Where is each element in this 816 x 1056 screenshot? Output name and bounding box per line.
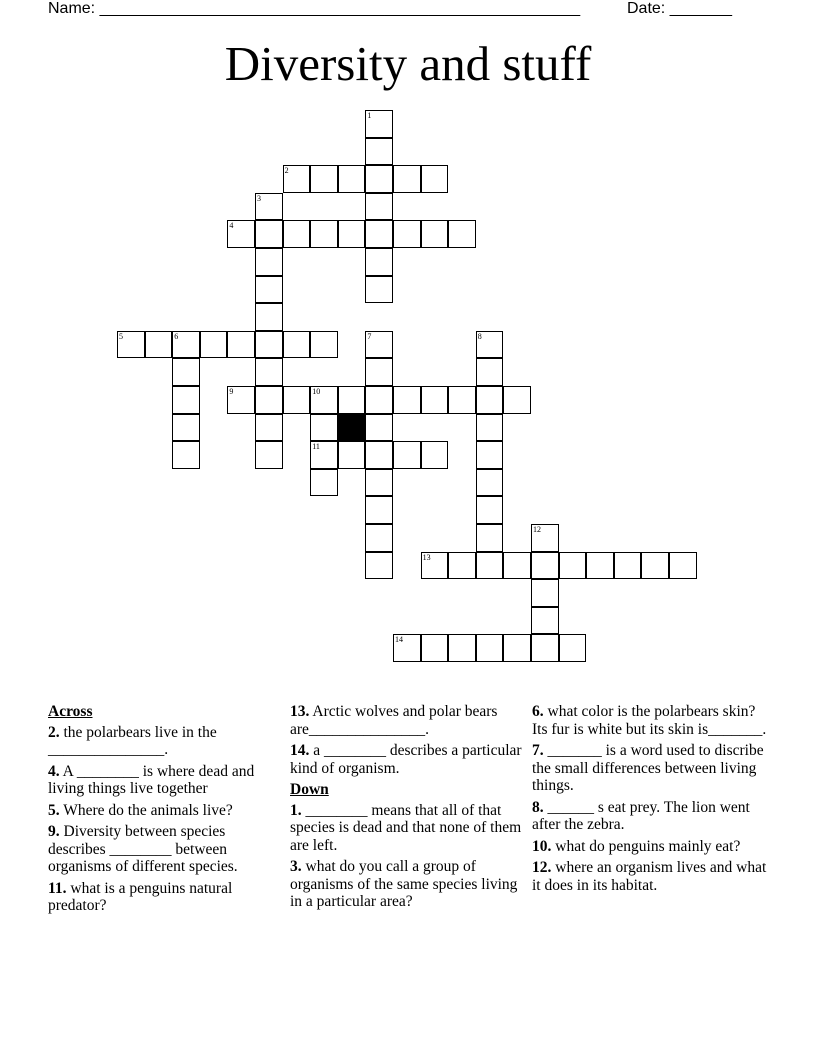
clue-number-label: 1 <box>367 111 372 120</box>
grid-cell[interactable] <box>614 552 642 580</box>
grid-cell[interactable] <box>559 634 587 662</box>
grid-cell[interactable] <box>503 552 531 580</box>
grid-cell[interactable] <box>310 441 338 469</box>
grid-cell[interactable] <box>448 634 476 662</box>
grid-cell[interactable] <box>365 496 393 524</box>
date-field-label: Date: _______ <box>627 0 732 17</box>
grid-cell[interactable] <box>365 524 393 552</box>
across-heading: Across <box>48 703 93 720</box>
grid-cell[interactable] <box>310 414 338 442</box>
clue-down-6: 6. what color is the polarbears skin? Its fur is white but its skin is_______. <box>532 703 767 738</box>
grid-block-cell <box>338 414 366 442</box>
grid-cell[interactable] <box>476 358 504 386</box>
down-heading: Down <box>290 781 329 798</box>
grid-cell[interactable] <box>338 441 366 469</box>
clue-down-8: 8. ______ s eat prey. The lion went after the zebra. <box>532 798 750 833</box>
clue-across-11: 11. what is a penguins natural predator? <box>48 879 233 914</box>
grid-cell[interactable] <box>283 165 311 193</box>
grid-cell[interactable] <box>172 358 200 386</box>
grid-cell[interactable] <box>393 165 421 193</box>
clue-down-10: 10. what do penguins mainly eat? <box>532 837 741 855</box>
clue-number-label: 4 <box>229 221 234 231</box>
grid-cell[interactable] <box>448 220 476 248</box>
grid-cell[interactable] <box>255 414 283 442</box>
grid-cell[interactable] <box>145 331 173 359</box>
grid-cell[interactable] <box>476 552 504 580</box>
grid-cell[interactable] <box>172 331 200 359</box>
grid-cell[interactable] <box>365 248 393 276</box>
grid-cell[interactable] <box>365 469 393 497</box>
clue-number-label: 5 <box>119 331 123 341</box>
grid-cell[interactable] <box>117 331 145 359</box>
grid-cell[interactable] <box>393 386 421 414</box>
grid-cell[interactable] <box>531 524 559 552</box>
grid-cell[interactable] <box>255 276 283 304</box>
grid-cell[interactable] <box>421 552 449 580</box>
grid-cell[interactable] <box>476 496 504 524</box>
clue-down-7: 7. _______ is a word used to discribe the small differences between living things. <box>532 742 764 794</box>
grid-cell[interactable] <box>283 331 311 359</box>
name-field-label: Name: ______________________________________________________ <box>48 0 581 17</box>
grid-cell[interactable] <box>393 634 421 662</box>
grid-cell[interactable] <box>365 358 393 386</box>
grid-cell[interactable] <box>393 220 421 248</box>
grid-cell[interactable] <box>476 386 504 414</box>
grid-cell[interactable] <box>227 331 255 359</box>
grid-cell[interactable] <box>586 552 614 580</box>
clue-column-3 <box>532 703 768 898</box>
grid-cell[interactable] <box>476 469 504 497</box>
grid-cell[interactable] <box>365 138 393 166</box>
clue-number-label: 6 <box>174 331 179 341</box>
grid-cell[interactable] <box>503 386 531 414</box>
grid-cell[interactable] <box>255 220 283 248</box>
grid-cell[interactable] <box>310 331 338 359</box>
grid-cell[interactable] <box>476 331 504 359</box>
grid-cell[interactable] <box>476 414 504 442</box>
grid-cell[interactable] <box>421 220 449 248</box>
clue-number-label: 10 <box>312 387 321 396</box>
clue-column-1 <box>48 703 276 919</box>
grid-cell[interactable] <box>531 552 559 580</box>
grid-cell[interactable] <box>255 358 283 386</box>
grid-cell[interactable] <box>448 386 476 414</box>
clue-down-12: 12. where an organism lives and what it does in its habitat. <box>532 859 767 894</box>
grid-cell[interactable] <box>448 552 476 580</box>
grid-cell[interactable] <box>172 386 200 414</box>
grid-cell[interactable] <box>421 386 449 414</box>
grid-cell[interactable] <box>227 220 255 248</box>
grid-cell[interactable] <box>283 220 311 248</box>
clue-down-1: 1. ________ means that all of that species is dead and that none of them are left. <box>290 801 522 854</box>
clue-number-label: 2 <box>284 166 289 176</box>
grid-cell[interactable] <box>365 110 393 138</box>
grid-cell[interactable] <box>338 386 366 414</box>
clue-number-label: 9 <box>229 387 234 396</box>
grid-cell[interactable] <box>255 193 283 221</box>
grid-cell[interactable] <box>310 386 338 414</box>
clue-across-2: 2. the polarbears live in the _______________. <box>48 723 217 758</box>
grid-cell[interactable] <box>421 441 449 469</box>
grid-cell[interactable] <box>338 165 366 193</box>
clue-column-2 <box>290 703 522 915</box>
clue-across-5: 5. Where do the animals live? <box>48 801 233 819</box>
grid-cell[interactable] <box>559 552 587 580</box>
clue-number-label: 13 <box>422 552 431 562</box>
clue-across-14: 14. a ________ describes a particular kind of organism. <box>290 742 522 777</box>
grid-cell[interactable] <box>172 441 200 469</box>
grid-cell[interactable] <box>365 276 393 304</box>
grid-cell[interactable] <box>365 220 393 248</box>
grid-cell[interactable] <box>393 441 421 469</box>
grid-cell[interactable] <box>310 220 338 248</box>
grid-cell[interactable] <box>669 552 697 580</box>
clue-number-label: 3 <box>257 193 261 203</box>
grid-cell[interactable] <box>310 469 338 497</box>
clue-across-4: 4. A ________ is where dead and living things live together <box>48 762 255 797</box>
clue-number-label: 11 <box>312 442 320 452</box>
page-title: Diversity and stuff <box>224 36 592 91</box>
grid-cell[interactable] <box>365 165 393 193</box>
grid-cell[interactable] <box>421 634 449 662</box>
grid-cell[interactable] <box>365 193 393 221</box>
clue-number-label: 12 <box>533 525 541 534</box>
grid-cell[interactable] <box>283 386 311 414</box>
grid-cell[interactable] <box>531 607 559 635</box>
grid-cell[interactable] <box>365 414 393 442</box>
grid-cell[interactable] <box>227 386 255 414</box>
grid-cell[interactable] <box>365 552 393 580</box>
grid-cell[interactable] <box>365 331 393 359</box>
grid-cell[interactable] <box>476 441 504 469</box>
clue-number-label: 7 <box>367 331 372 341</box>
grid-cell[interactable] <box>531 634 559 662</box>
grid-cell[interactable] <box>365 441 393 469</box>
grid-cell[interactable] <box>310 165 338 193</box>
grid-cell[interactable] <box>421 165 449 193</box>
clue-across-13: 13. Arctic wolves and polar bears are_______________. <box>290 703 498 738</box>
clue-number-label: 8 <box>477 331 482 341</box>
clue-number-label: 14 <box>395 635 403 645</box>
grid-cell[interactable] <box>476 634 504 662</box>
grid-cell[interactable] <box>255 386 283 414</box>
grid-cell[interactable] <box>641 552 669 580</box>
clue-across-9: 9. Diversity between species describes ________ between organisms of different species. <box>48 823 238 875</box>
grid-cell[interactable] <box>172 414 200 442</box>
grid-cell[interactable] <box>338 220 366 248</box>
grid-cell[interactable] <box>255 441 283 469</box>
grid-cell[interactable] <box>255 303 283 331</box>
grid-cell[interactable] <box>365 386 393 414</box>
grid-cell[interactable] <box>255 248 283 276</box>
grid-cell[interactable] <box>200 331 228 359</box>
clue-down-3: 3. what do you call a group of organisms of the same species living in a particular area? <box>290 858 518 910</box>
grid-cell[interactable] <box>476 524 504 552</box>
grid-cell[interactable] <box>255 331 283 359</box>
grid-cell[interactable] <box>503 634 531 662</box>
grid-cell[interactable] <box>531 579 559 607</box>
